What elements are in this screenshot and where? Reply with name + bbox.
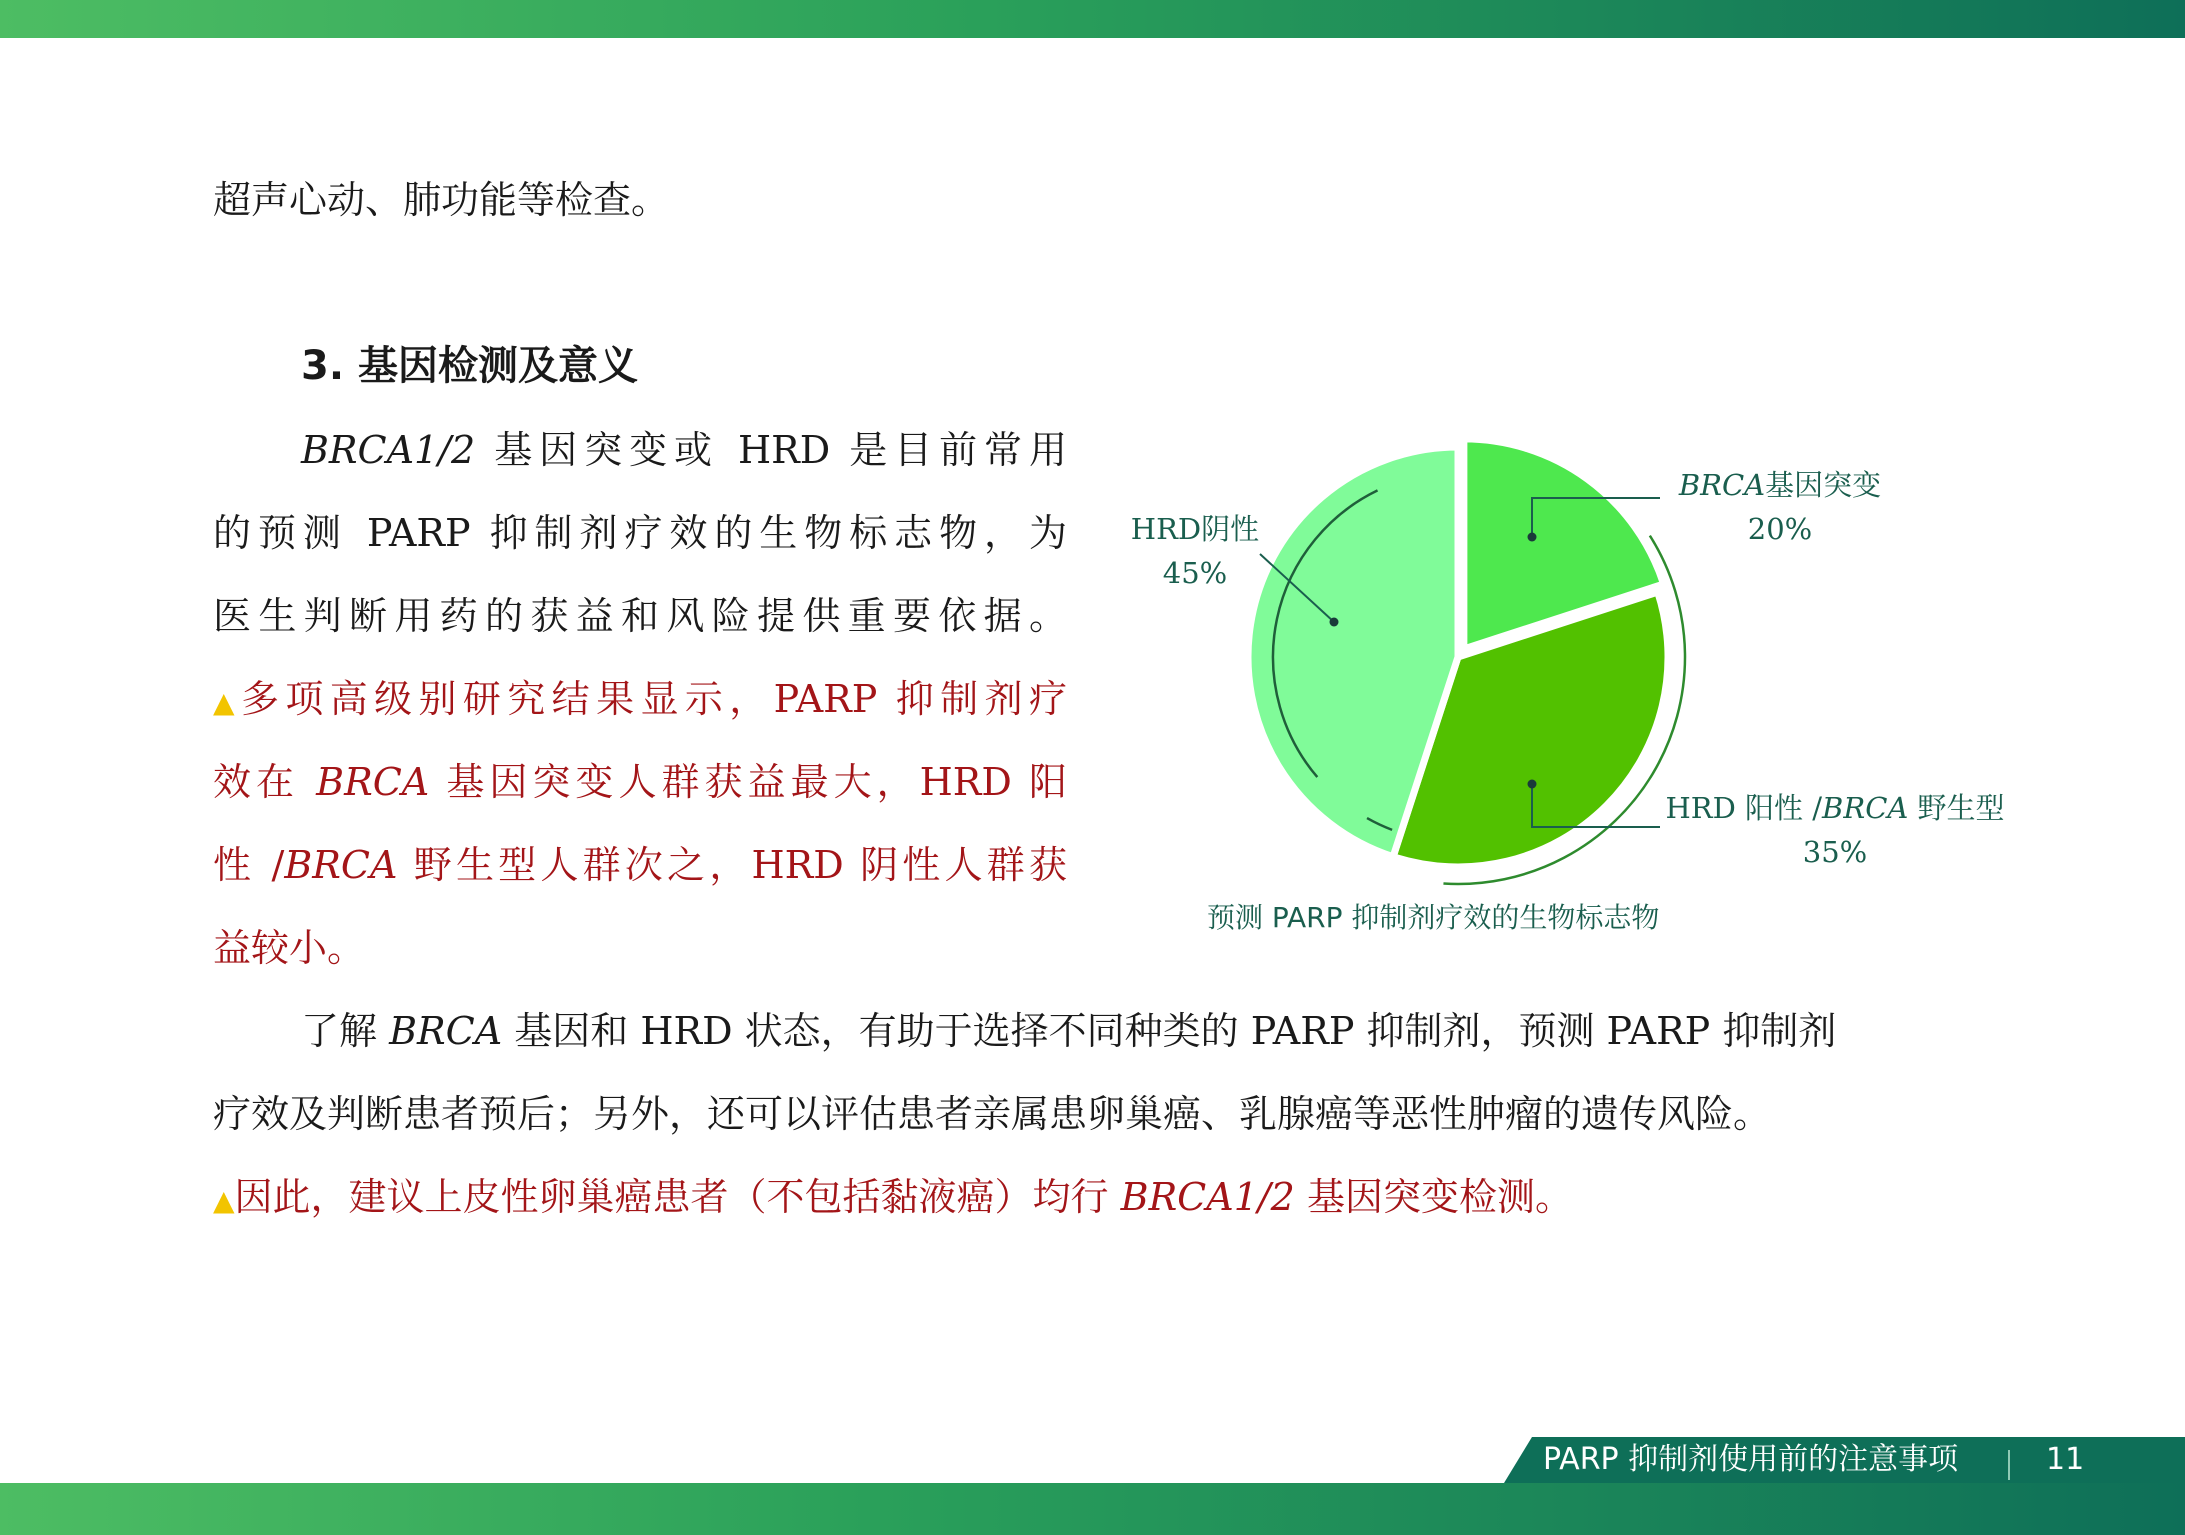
- leader-line-hrd-positive-dot: [1528, 780, 1537, 789]
- chart-caption: 预测 PARP 抑制剂疗效的生物标志物: [1207, 901, 1660, 934]
- para1-line3: 医生判断用药的获益和风险提供重要依据。: [213, 594, 1067, 638]
- leader-line-brca-dot: [1528, 533, 1537, 542]
- page-number: 11: [2046, 1442, 2085, 1477]
- note2-line: ▲因此，建议上皮性卵巢癌患者（不包括黏液癌）均行 BRCA1/2 基因突变检测。: [213, 1175, 1573, 1219]
- body-line-top: 超声心动、肺功能等检查。: [213, 178, 670, 222]
- slice-label-hrd-pos-name: HRD 阳性 /BRCA 野生型: [1665, 791, 2005, 825]
- slice-value-brca: 20%: [1747, 512, 1813, 546]
- leader-line-hrd-negative-dot: [1330, 618, 1339, 627]
- slice-value-hrd-pos: 35%: [1802, 835, 1868, 869]
- triangle-marker-icon: ▲: [213, 1184, 235, 1217]
- footer-title: PARP 抑制剂使用前的注意事项: [1543, 1442, 1959, 1477]
- note1-line4: 益较小。: [213, 926, 366, 970]
- note1-line2: 效在 BRCA 基因突变人群获益最大，HRD 阳: [213, 760, 1067, 804]
- para2-line2: 疗效及判断患者预后；另外，还可以评估患者亲属患卵巢癌、乳腺癌等恶性肿瘤的遗传风险。: [213, 1092, 1772, 1136]
- slice-label-hrd-pos: [1655, 786, 2015, 874]
- para1-line2: 的预测 PARP 抑制剂疗效的生物标志物，为: [213, 511, 1067, 555]
- section-heading: 3. 基因检测及意义: [301, 343, 638, 389]
- note1-line1: ▲多项高级别研究结果显示，PARP 抑制剂疗: [213, 677, 1067, 721]
- para1-line1: BRCA1/2 基因突变或 HRD 是目前常用: [301, 428, 1067, 472]
- slice-label-hrd-neg: [1110, 507, 1280, 595]
- slice-label-brca-name: BRCA基因突变: [1678, 468, 1882, 502]
- footer-bar: [0, 1483, 2185, 1535]
- note1-line3: 性 /BRCA 野生型人群次之，HRD 阴性人群获: [213, 843, 1067, 887]
- header-bar: [0, 0, 2185, 38]
- triangle-marker-icon: ▲: [213, 686, 241, 719]
- slice-value-hrd-neg: 45%: [1162, 556, 1228, 590]
- footer-divider: [2008, 1450, 2010, 1480]
- para2-line1: 了解 BRCA 基因和 HRD 状态，有助于选择不同种类的 PARP 抑制剂，预测 PARP 抑制剂: [301, 1009, 1837, 1053]
- slice-label-brca: [1650, 463, 1910, 551]
- slice-label-hrd-neg-name: HRD阴性: [1130, 512, 1260, 546]
